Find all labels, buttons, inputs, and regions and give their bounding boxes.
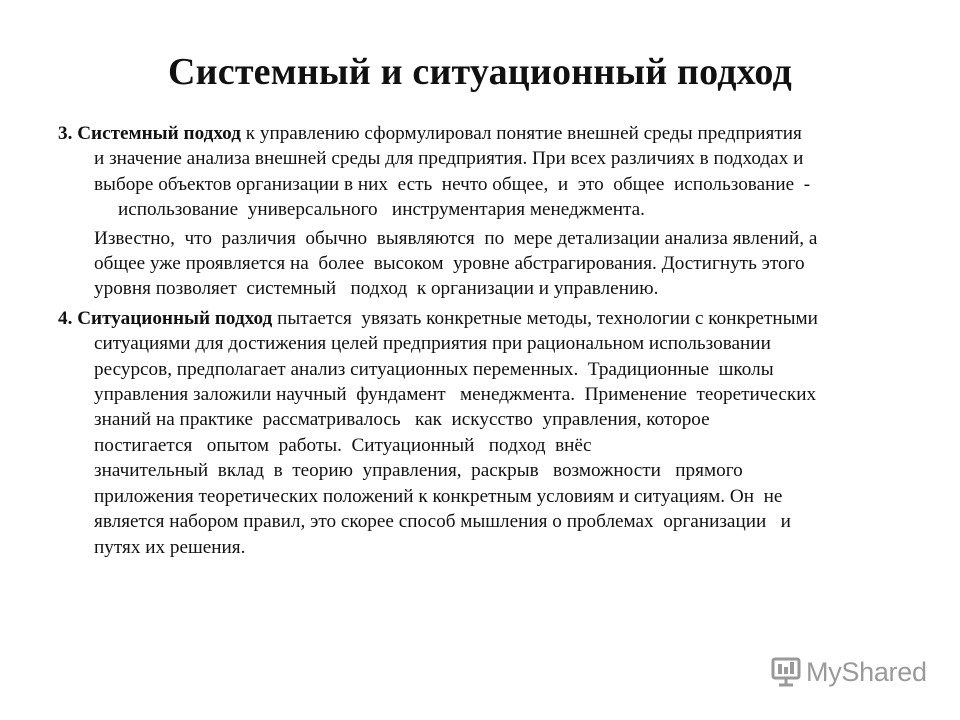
paragraph-4-line1-rest: пытается увязать конкретные методы, технологии с конкретными bbox=[272, 307, 818, 329]
paragraph-4-line: путях их решения. bbox=[94, 536, 246, 558]
paragraph-3-line: использование универсального инструментария менеджмента. bbox=[118, 199, 645, 221]
paragraph-4-line: управления заложили научный фундамент менеджмента. Применение теоретических bbox=[94, 384, 817, 406]
paragraph-4-line: знаний на практике рассматривалось как искусство управления, которое bbox=[94, 409, 710, 431]
paragraph-3-number: 3. bbox=[58, 123, 73, 144]
paragraph-3-line: уровня позволяет системный подход к организации и управлению. bbox=[94, 278, 659, 300]
paragraph-3-line: выборе объектов организации в них есть нечто общее, и это общее использование - bbox=[94, 173, 811, 195]
paragraph-3-line1-rest: к управлению сформулировал понятие внешней среды предприятия bbox=[240, 123, 802, 144]
paragraph-4-line: является набором правил, это скорее способ мышления о проблемах организации и bbox=[94, 511, 791, 533]
slide-body bbox=[58, 121, 908, 560]
paragraph-3-line: и значение анализа внешней среды для предприятия. При всех различиях в подходах и bbox=[94, 148, 804, 170]
watermark-text: MyShared bbox=[806, 656, 927, 687]
paragraph-3-line: Известно, что различия обычно выявляются по мере детализации анализа явлений, а bbox=[94, 227, 818, 249]
paragraph-4-term: Ситуационный подход bbox=[77, 307, 273, 329]
paragraph-3-first-line bbox=[58, 121, 908, 146]
paragraph-4-line: значительный вклад в теорию управления, раскрыв возможности прямого bbox=[94, 460, 743, 482]
paragraph-4-first-line bbox=[58, 306, 908, 331]
paragraph-4-line: ресурсов, предполагает анализ ситуационных переменных. Традиционные школы bbox=[94, 358, 774, 380]
slide-title: Системный и ситуационный подход bbox=[168, 51, 792, 93]
paragraph-3-line: общее уже проявляется на более высоком уровне абстрагирования. Достигнуть этого bbox=[94, 253, 805, 275]
presentation-board-icon bbox=[770, 656, 802, 688]
paragraph-4-line: постигается опытом работы. Ситуационный подход внёс bbox=[94, 434, 592, 456]
paragraph-3-term: Системный подход bbox=[77, 123, 241, 144]
paragraph-4-line: ситуациями для достижения целей предприятия при рациональном использовании bbox=[94, 333, 771, 355]
paragraph-4-number: 4. bbox=[58, 307, 73, 329]
paragraph-4-line: приложения теоретических положений к конкретным условиям и ситуациям. Он не bbox=[94, 485, 783, 507]
paragraph-4 bbox=[58, 306, 908, 560]
paragraph-3 bbox=[58, 121, 908, 302]
myshared-watermark bbox=[770, 655, 930, 689]
